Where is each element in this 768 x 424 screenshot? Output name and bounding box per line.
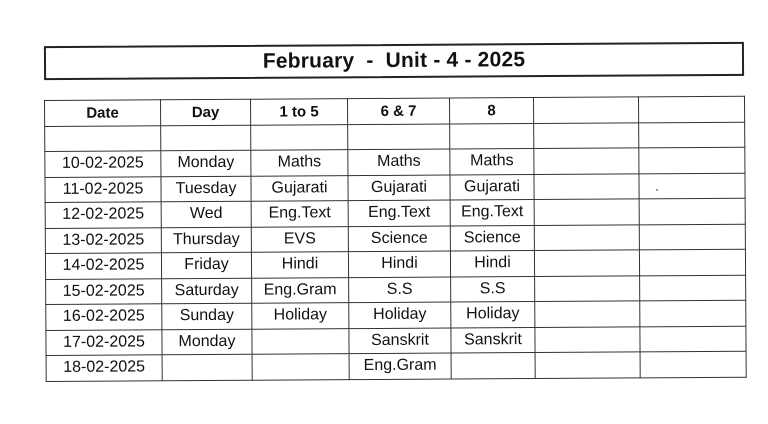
empty-cell-1 [535, 301, 640, 327]
date-cell: 10-02-2025 [45, 151, 161, 177]
std-6-7-cell: S.S [349, 277, 451, 303]
std-8-cell: Holiday [451, 302, 535, 328]
empty-cell-1 [535, 352, 640, 378]
std-8-cell: Science [450, 225, 534, 251]
std-6-7-cell: Maths [348, 149, 450, 175]
date-cell: 17-02-2025 [46, 329, 162, 355]
std-1-to-5-cell [251, 124, 348, 150]
std-1-to-5-cell: Eng.Text [251, 201, 348, 227]
header-empty-2 [638, 96, 744, 122]
header-day: Day [161, 99, 251, 125]
day-cell: Monday [162, 329, 252, 355]
date-cell: 18-02-2025 [46, 355, 162, 381]
std-8-cell: Maths [450, 149, 534, 175]
empty-cell-2 [639, 122, 745, 148]
stray-mark [656, 189, 658, 191]
std-6-7-cell: Eng.Text [348, 200, 450, 226]
std-6-7-cell: Gujarati [348, 175, 450, 201]
std-1-to-5-cell: EVS [251, 226, 348, 252]
std-8-cell: Hindi [450, 251, 534, 277]
empty-cell-1 [535, 275, 640, 301]
day-cell: Thursday [161, 227, 251, 253]
date-cell: 12-02-2025 [45, 202, 161, 228]
header-std-6-7: 6 & 7 [347, 98, 449, 124]
empty-cell-2 [640, 275, 746, 301]
table-row [46, 351, 746, 381]
date-cell: 15-02-2025 [46, 278, 162, 304]
std-6-7-cell: Holiday [349, 302, 451, 328]
std-6-7-cell: Science [348, 226, 450, 252]
title-box [44, 42, 744, 80]
empty-cell-1 [534, 173, 639, 199]
date-cell: 13-02-2025 [45, 227, 161, 253]
std-6-7-cell: Hindi [348, 251, 450, 277]
day-cell: Monday [161, 150, 251, 176]
day-cell: Friday [161, 252, 251, 278]
std-6-7-cell: Sanskrit [349, 328, 451, 354]
empty-cell-1 [534, 250, 639, 276]
std-1-to-5-cell: Maths [251, 150, 348, 176]
std-8-cell: Gujarati [450, 174, 534, 200]
day-cell [162, 354, 252, 380]
empty-cell-1 [534, 122, 639, 148]
std-1-to-5-cell: Eng.Gram [252, 277, 349, 303]
empty-cell-2 [640, 326, 746, 352]
std-8-cell: Sanskrit [451, 327, 535, 353]
schedule-table [44, 96, 747, 382]
empty-cell-1 [535, 326, 640, 352]
day-cell [161, 125, 251, 151]
empty-cell-1 [534, 224, 639, 250]
empty-cell-2 [639, 224, 745, 250]
empty-cell-1 [534, 148, 639, 174]
date-cell [45, 125, 161, 151]
std-6-7-cell: Eng.Gram [349, 353, 451, 379]
day-cell: Tuesday [161, 176, 251, 202]
std-8-cell: S.S [451, 276, 535, 302]
empty-cell-1 [534, 199, 639, 225]
empty-cell-2 [640, 300, 746, 326]
std-8-cell: Eng.Text [450, 200, 534, 226]
std-1-to-5-cell [252, 328, 349, 354]
day-cell: Saturday [162, 278, 252, 304]
schedule-title: February - Unit - 4 - 2025 [262, 48, 526, 73]
std-1-to-5-cell: Holiday [252, 303, 349, 329]
std-8-cell [450, 123, 534, 149]
day-cell: Sunday [162, 303, 252, 329]
header-std-1-to-5: 1 to 5 [250, 99, 347, 125]
empty-cell-2 [639, 173, 745, 199]
std-8-cell [451, 353, 535, 379]
date-cell: 16-02-2025 [46, 304, 162, 330]
std-6-7-cell [348, 124, 450, 150]
std-1-to-5-cell: Gujarati [251, 175, 348, 201]
date-cell: 14-02-2025 [45, 253, 161, 279]
header-std-8: 8 [449, 98, 533, 124]
empty-cell-2 [639, 147, 745, 173]
empty-cell-2 [640, 351, 746, 377]
empty-cell-2 [639, 198, 745, 224]
date-cell: 11-02-2025 [45, 176, 161, 202]
empty-cell-2 [639, 249, 745, 275]
header-date: Date [45, 100, 161, 126]
std-1-to-5-cell [252, 354, 349, 380]
schedule-body [45, 122, 747, 381]
day-cell: Wed [161, 201, 251, 227]
std-1-to-5-cell: Hindi [251, 252, 348, 278]
header-empty-1 [533, 97, 638, 123]
